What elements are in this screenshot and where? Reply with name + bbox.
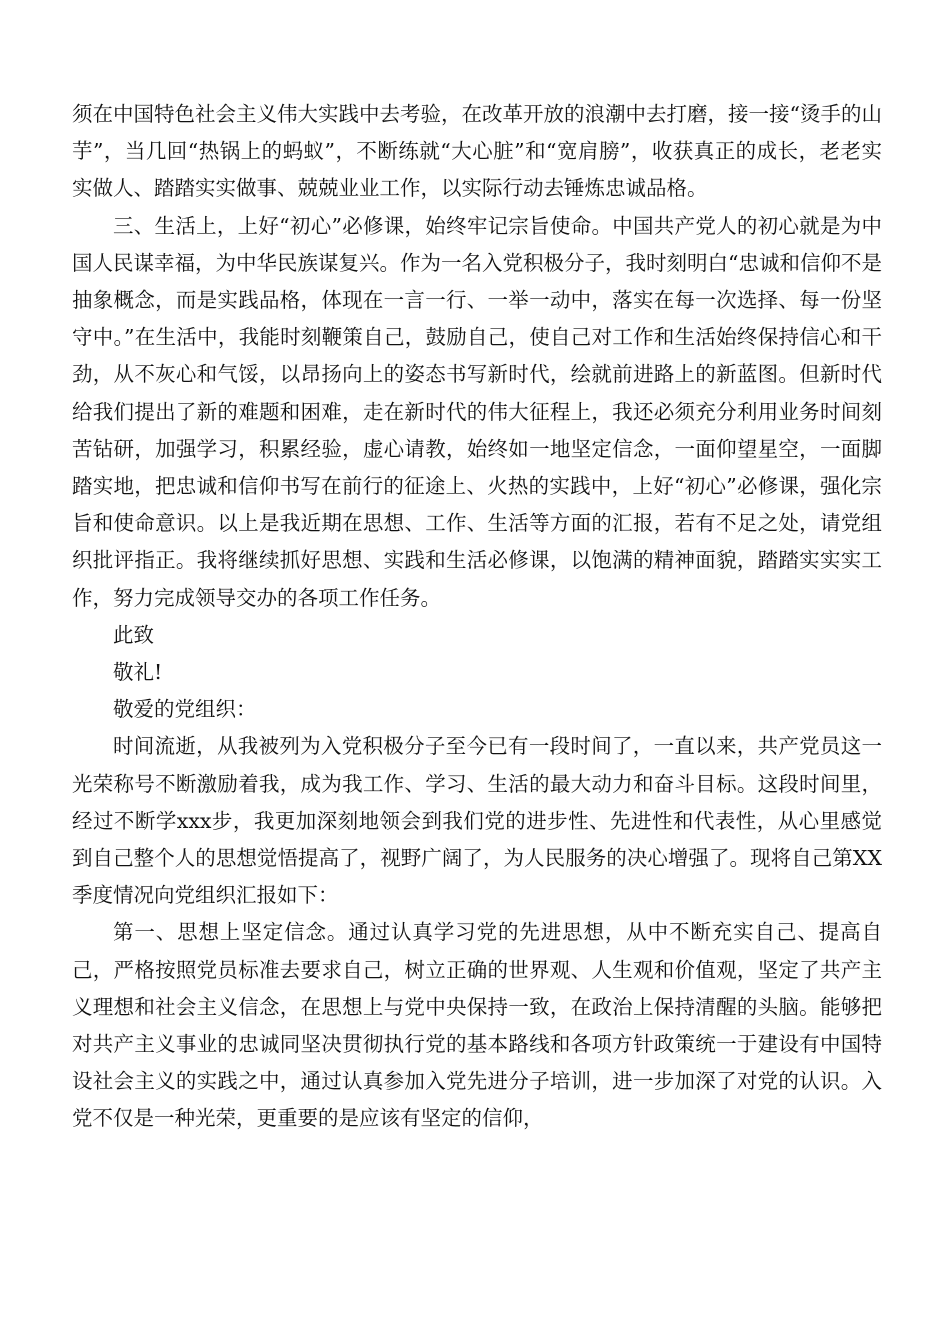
paragraph-introduction: 时间流逝，从我被列为入党积极分子至今已有一段时间了，一直以来，共产党员这一光荣称号不断激励着我，成为我工作、学习、生活的最大动力和奋斗目标。这段时间里，经过不断学xxx步，我更加深刻地领会到我们党的进步性、先进性和代表性，从心里感觉到自己整个人的思想觉悟提高了，视野广阔了，为人民服务的决心增强了。现将自己第XX季度情况向党组织汇报如下： — [72, 734, 882, 908]
letter-salutation: 敬爱的党组织： — [113, 697, 257, 722]
paragraph-life-section: 三、生活上，上好“初心”必修课，始终牢记宗旨使命。中国共产党人的初心就是为中国人民谋幸福，为中华民族谋复兴。作为一名入党积极分子，我时刻明白“忠诚和信仰不是抽象概念，而是实践品格，体现在一言一行、一举一动中，落实在每一次选择、每一份坚守中。”在生活中，我能时刻鞭策自己，鼓励自己，使自己对工作和生活始终保持信心和干劲，从不灰心和气馁，以昂扬向上的姿态书写新时代，绘就前进路上的新蓝图。但新时代给我们提出了新的难题和困难，走在新时代的伟大征程上，我还必须充分利用业务时间刻苦钻研，加强学习，积累经验，虚心请教，始终如一地坚定信念，一面仰望星空，一面脚踏实地，把忠诚和信仰书写在前行的征途上、火热的实践中，上好“初心”必修课，强化宗旨和使命意识。以上是我近期在思想、工作、生活等方面的汇报，若有不足之处，请党组织批评指正。我将继续抓好思想、实践和生活必修课，以饱满的精神面貌，踏踏实实实工作，努力完成领导交办的各项工作任务。 — [72, 213, 882, 610]
closing-greeting: 此致 — [113, 622, 154, 647]
closing-salute: 敬礼! — [113, 660, 163, 685]
paragraph-continuation: 须在中国特色社会主义伟大实践中去考验，在改革开放的浪潮中去打磨，接一接“烫手的山芋”，当几回“热锅上的蚂蚁”，不断练就“大心脏”和“宽肩膀”，收获真正的成长，老老实实做人、踏踏实实做事、兢兢业业工作，以实际行动去锤炼忠诚品格。 — [72, 102, 882, 201]
paragraph-ideology-section: 第一、思想上坚定信念。通过认真学习党的先进思想，从中不断充实自己、提高自己，严格按照党员标准去要求自己，树立正确的世界观、人生观和价值观，坚定了共产主义理想和社会主义信念，在思想上与党中央保持一致，在政治上保持清醒的头脑。能够把对共产主义事业的忠诚同坚决贯彻执行党的基本路线和各项方针政策统一于建设有中国特设社会主义的实践之中，通过认真参加入党先进分子培训，进一步加深了对党的认识。入党不仅是一种光荣，更重要的是应该有坚定的信仰， — [72, 920, 882, 1131]
document-body — [72, 96, 882, 1138]
